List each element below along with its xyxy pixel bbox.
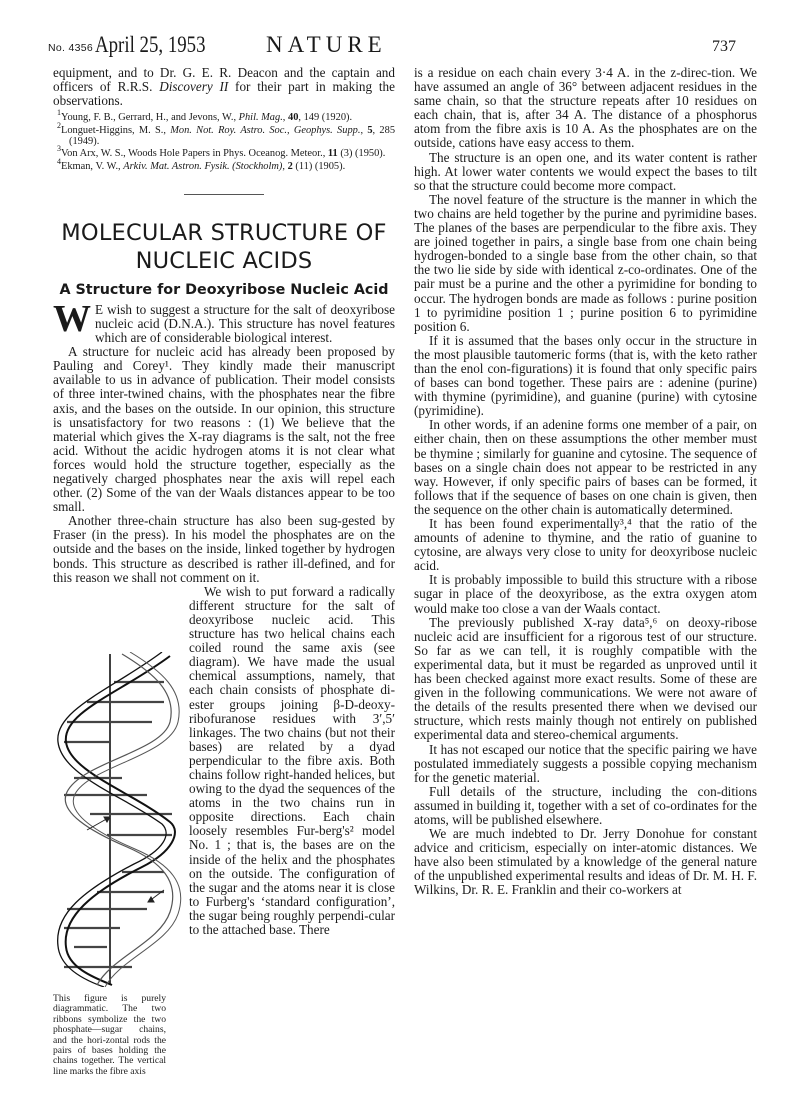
- journal-name: NATURE: [266, 32, 387, 57]
- page-number: 737: [712, 38, 736, 55]
- body-paragraph: is a residue on each chain every 3·4 A. in the z-direc-tion. We have assumed an angle of 36° between adjacent residues in the same chain, so that the structure repeats after 10 residues on each chain, that is, after 34 A. The distance of a phosphorus atom from the fibre axis is 10 A. As the phosphates are on the outside, cations have easy access to them.: [414, 65, 757, 151]
- preceding-text-end: for their part in making the observations.: [53, 79, 395, 109]
- preceding-text: equipment, and to Dr. G. E. R. Deacon and the captain and officers of R.R.S.: [53, 65, 395, 95]
- reference-item: $^2$Longuet-Higgins, M. S., Mon. Not. Roy. Astro. Soc., Geophys. Supp., 5, 285 (1949).: [57, 120, 396, 147]
- body-paragraph: A structure for nucleic acid has already been proposed by Pauling and Corey¹. They kindly made their manuscript available to us in advance of publication. Their model consists of three inter-twined chains, with the phosphates near the fibre axis, and the bases on the outside. In our opinion, this structure is unsatisfactory for two reasons : (1) We believe that the material which gives the X-ray diagrams is the salt, not the free acid. Without the acidic hydrogen atoms it is not clear what forces would hold the structure together, especially as the negatively charged phosphates near the axis will repel each other. (2) Some of the van der Waals distances appear to be too small.: [53, 344, 395, 515]
- reference-item: $^4$Ekman, V. W., Arkiv. Mat. Astron. Fysik. (Stockholm), 2 (11) (1905).: [57, 156, 346, 172]
- ship-name: Discovery II: [159, 79, 229, 95]
- drop-cap: W: [53, 297, 91, 340]
- body-paragraph: Full details of the structure, including the con-ditions assumed in building it, together with a set of co-ordinates for the atoms, will be published elsewhere.: [414, 783, 757, 827]
- reference-list: [53, 108, 396, 172]
- body-paragraph: It has been found experimentally³,⁴ that the ratio of the amounts of adenine to thymine, and the ratio of guanine to cytosine, are always very close to unity for deoxyribose nucleic acid.: [414, 516, 757, 574]
- reference-item: $^3$Von Arx, W. S., Woods Hole Papers in Phys. Oceanog. Meteor., 11 (3) (1950).: [57, 144, 386, 160]
- body-paragraph: The structure is an open one, and its water content is rather high. At lower water contents we would expect the bases to tilt so that the structure could become more compact.: [414, 149, 757, 193]
- preceding-article-ending: [53, 66, 395, 108]
- body-paragraph: We wish to put forward a radically different structure for the salt of deoxyribose nucleic acid. This structure has two helical chains each coiled round the same axis (see diagram). We have made the usual chemical assumptions, namely, that each chain consists of phosphate di-ester groups joining β-D-deoxy-ribofuranose residues with 3′,5′ linkages. The two chains (but not their bases) are related by a dyad perpendicular to the fibre axis. Both chains follow right-handed helices, but owing to the dyad the sequences of the atoms in the two chains run in opposite directions. Each chain loosely resembles Fur-berg's² model No. 1 ; that is, the bases are on the inside of the helix and the phosphates on the outside. The configuration of the sugar and the atoms near it is close to Furberg's ‘standard configuration’, the sugar being roughly perpendi-cular to the attached base. There: [189, 583, 395, 937]
- article-title-line-1: MOLECULAR STRUCTURE OF: [61, 219, 387, 246]
- reference-item: $^1$Young, F. B., Gerrard, H., and Jevons, W., Phil. Mag., 40, 149 (1920).: [57, 108, 353, 124]
- body-paragraph: In other words, if an adenine forms one member of a pair, on either chain, then on these assumptions the other member must be thymine ; similarly for guanine and cytosine. The sequence of bases on a single chain does not appear to be restricted in any way. However, if only specific pairs of bases can be formed, it follows that if the sequence of bases on one chain is given, then the sequence on the other chain is automatically determined.: [414, 417, 757, 517]
- section-divider: [184, 194, 264, 195]
- article-title: [53, 219, 395, 275]
- figure-caption: This figure is purely diagrammatic. The two ribbons symbolize the two phosphate—sugar chains, and the hori-zontal rods the pairs of bases holding the chains together. The vertical line marks the fibre axis: [53, 993, 166, 1077]
- article-title-line-2: NUCLEIC ACIDS: [135, 247, 313, 274]
- body-paragraph: The previously published X-ray data⁵,⁶ on deoxy-ribose nucleic acid are insufficient for a rigorous test of our structure. So far as we can tell, it is roughly compatible with the experimental data, but it must be regarded as unproved until it has been checked against more exact results. Some of these are given in the following communications. We were not aware of the details of the results presented there when we devised our structure, which rests mainly though not entirely on published experimental data and stereo-chemical arguments.: [414, 614, 757, 743]
- body-paragraph: The novel feature of the structure is the manner in which the two chains are held together by the purine and pyrimidine bases. The planes of the bases are perpendicular to the fibre axis. They are joined together in pairs, a single base from one chain being hydrogen-bonded to a single base from the other chain, so that the two lie side by side with identical z-co-ordinates. One of the pair must be a purine and the other a pyrimidine for bonding to occur. The hydrogen bonds are made as follows : purine position 1 to pyrimidine position 1 ; purine position 6 to pyrimidine position 6.: [414, 191, 757, 334]
- body-paragraph: If it is assumed that the bases only occur in the structure in the most plausible tautomeric forms (that is, with the keto rather than the enol con-figurations) it is found that only specific pairs of bases can bond together. These pairs are : adenine (purine) with thymine (pyrimidine), and guanine (purine) with cytosine (pyrimidine).: [414, 332, 757, 419]
- issue-date: April 25, 1953: [95, 32, 206, 57]
- body-paragraph: We are much indebted to Dr. Jerry Donohue for constant advice and criticism, especially on inter-atomic distances. We have also been stimulated by a knowledge of the general nature of the unpublished experimental results and ideas of Dr. M. H. F. Wilkins, Dr. R. E. Franklin and their co-workers at: [414, 826, 757, 898]
- page-header: [48, 30, 748, 60]
- issue-number: No. 4356: [48, 42, 94, 54]
- body-paragraph: Another three-chain structure has also been sug-gested by Fraser (in the press). In his model the phosphates are on the outside and the bases on the inside, linked together by hydrogen bonds. This structure as described is rather ill-defined, and for this reason we shall not comment on it.: [53, 513, 395, 585]
- right-column: [414, 66, 757, 898]
- body-paragraph: It is probably impossible to build this structure with a ribose sugar in place of the deoxyribose, as the extra oxygen atom would make too close a van der Waals contact.: [414, 572, 757, 616]
- double-helix-figure: [52, 652, 187, 987]
- article-subtitle: A Structure for Deoxyribose Nucleic Acid: [59, 281, 389, 298]
- body-paragraph: It has not escaped our notice that the specific pairing we have postulated immediately suggests a possible copying mechanism for the genetic material.: [414, 741, 757, 785]
- intro-paragraph: W E wish to suggest a structure for the salt of deoxyribose nucleic acid (D.N.A.). This structure has novel features which are of considerable biological interest.: [53, 297, 395, 346]
- double-helix-icon: [52, 652, 187, 987]
